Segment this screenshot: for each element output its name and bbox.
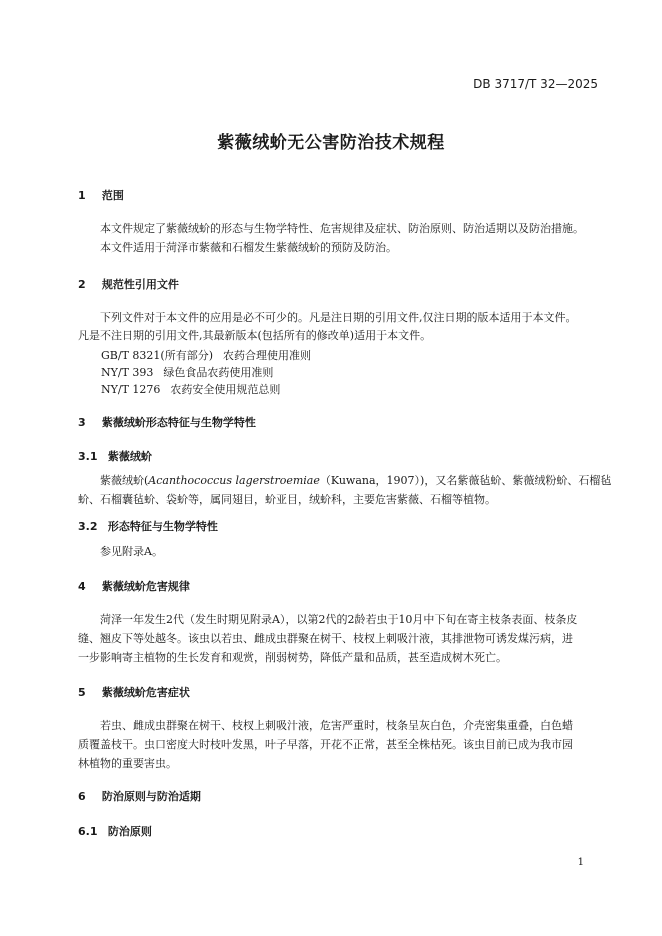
section-title: 紫薇绒蚧危害症状 — [101, 686, 190, 699]
paragraph-text: 菏泽一年发生2代（发生时期见附录A），以第2代的2龄若虫于10月中下旬在寄主枝条表面、枝条皮 — [100, 613, 578, 626]
paragraph-text: 凡是不注日期的引用文件,其最新版本(包括所有的修改单)适用于本文件。 — [78, 329, 432, 342]
section-title: 规范性引用文件 — [101, 278, 179, 291]
paragraph — [78, 610, 598, 629]
paragraph-text: 参见附录A。 — [100, 545, 163, 558]
section-number: 5 — [78, 686, 86, 699]
paragraph-text: 一步影响寄主植物的生长发育和观赏，削弱树势，降低产量和品质，甚至造成树木死亡。 — [78, 651, 507, 664]
paragraph — [78, 490, 598, 509]
paragraph — [78, 238, 598, 257]
paragraph-text: （Kuwana，1907）)，又名紫薇毡蚧、紫薇绒粉蚧、石榴毡 — [319, 474, 612, 487]
section-title: 形态特征与生物学特性 — [107, 520, 218, 533]
reference-name: 绿色食品农药使用准则 — [163, 366, 274, 379]
paragraph — [78, 648, 598, 667]
section-number: 3.2 — [78, 520, 98, 533]
paragraph — [78, 542, 598, 561]
section-number: 3 — [78, 416, 86, 429]
section-title: 防治原则与防治适期 — [101, 790, 201, 803]
paragraph-text: 缝、翘皮下等处越冬。该虫以若虫、雌成虫群聚在树干、枝杈上刺吸汁液，其排泄物可诱发煤污病，进 — [78, 632, 573, 645]
paragraph-text: 本文件适用于菏泽市紫薇和石榴发生紫薇绒蚧的预防及防治。 — [100, 241, 397, 254]
section-title: 范围 — [101, 189, 124, 202]
reference-name: 农药合理使用准则 — [223, 349, 311, 362]
paragraph — [78, 716, 598, 735]
section-title: 防治原则 — [107, 825, 152, 838]
section-title: 紫薇绒蚧 — [107, 450, 152, 463]
normative-reference — [101, 364, 273, 380]
reference-code: GB/T 8321(所有部分) — [101, 349, 213, 362]
section-heading-2 — [78, 276, 179, 292]
section-number: 1 — [78, 189, 86, 202]
section-number: 3.1 — [78, 450, 98, 463]
reference-code: NY/T 1276 — [101, 383, 161, 396]
paragraph-text: 林植物的重要害虫。 — [78, 757, 177, 770]
normative-reference — [101, 347, 311, 363]
paragraph-text: 下列文件对于本文件的应用是必不可少的。凡是注日期的引用文件,仅注日期的版本适用于本文件。 — [100, 311, 577, 324]
section-heading-4 — [78, 578, 190, 594]
paragraph — [78, 308, 598, 327]
reference-name: 农药安全使用规范总则 — [170, 383, 281, 396]
document-code: DB 3717/T 32—2025 — [473, 77, 598, 91]
paragraph-text: 紫薇绒蚧( — [100, 474, 149, 487]
section-heading-6 — [78, 788, 201, 804]
section-heading-5 — [78, 684, 190, 700]
section-title: 紫薇绒蚧形态特征与生物学特性 — [101, 416, 256, 429]
section-title: 紫薇绒蚧危害规律 — [101, 580, 190, 593]
paragraph — [78, 754, 598, 773]
paragraph — [78, 735, 598, 754]
section-heading-3 — [78, 414, 256, 430]
document-title: 紫薇绒蚧无公害防治技术规程 — [217, 133, 445, 153]
section-number: 6.1 — [78, 825, 98, 838]
section-number: 4 — [78, 580, 86, 593]
reference-code: NY/T 393 — [101, 366, 154, 379]
species-latin-name: Acanthococcus lagerstroemiae — [148, 474, 320, 487]
paragraph-text: 质覆盖枝干。虫口密度大时枝叶发黑，叶子早落，开花不正常，甚至全株枯死。该虫目前已成为我市园 — [78, 738, 573, 751]
paragraph-text: 本文件规定了紫薇绒蚧的形态与生物学特性、危害规律及症状、防治原则、防治适期以及防治措施。 — [100, 222, 584, 235]
normative-reference — [101, 381, 280, 397]
paragraph — [78, 326, 598, 345]
section-heading-3-1 — [78, 448, 152, 464]
section-number: 2 — [78, 278, 86, 291]
paragraph — [78, 629, 598, 648]
section-heading-3-2 — [78, 518, 218, 534]
section-number: 6 — [78, 790, 86, 803]
paragraph — [78, 219, 598, 238]
paragraph-text: 若虫、雌成虫群聚在树干、枝杈上刺吸汁液，危害严重时，枝条呈灰白色，介壳密集重叠，白色蜡 — [100, 719, 573, 732]
section-heading-6-1 — [78, 823, 152, 839]
page-number: 1 — [577, 857, 584, 868]
paragraph — [78, 471, 612, 490]
paragraph-text: 蚧、石榴囊毡蚧、袋蚧等，属同翅目，蚧亚目，绒蚧科，主要危害紫薇、石榴等植物。 — [78, 493, 496, 506]
section-heading-1 — [78, 187, 124, 203]
